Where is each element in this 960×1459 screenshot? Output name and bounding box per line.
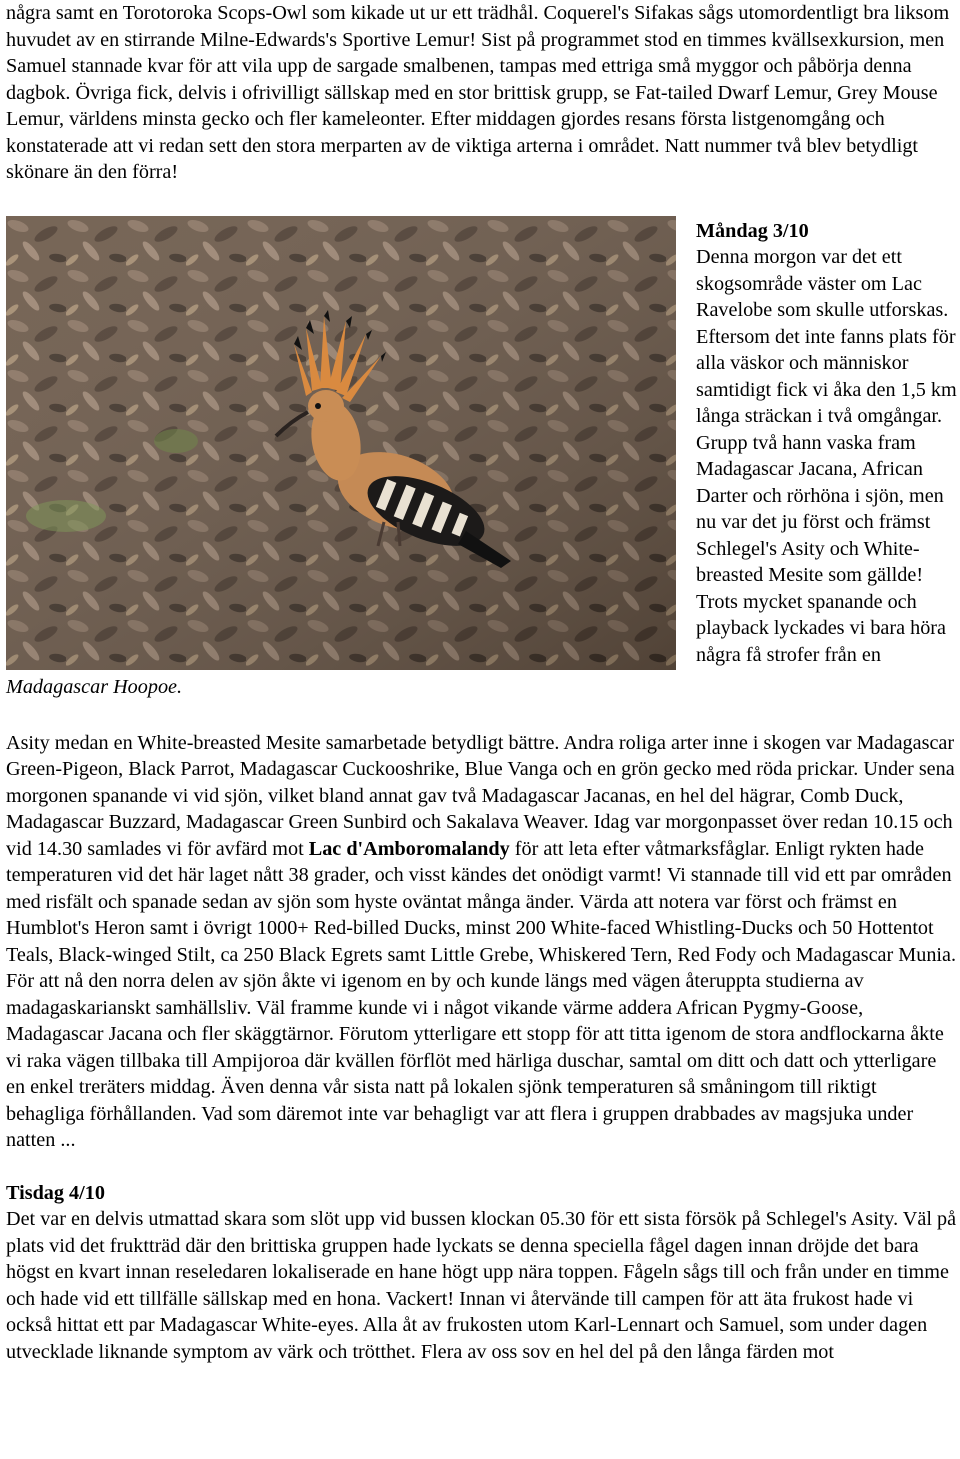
photo-caption: Madagascar Hoopoe. <box>6 675 183 698</box>
location-lac-amboromalandy: Lac d'Amboromalandy <box>308 837 510 860</box>
mandag-heading: Måndag 3/10 <box>696 219 809 242</box>
mandag-side-text: Denna morgon var det ett skogsområde väster om Lac Ravelobe som skulle utforskas. Eftersom det inte fanns plats för alla väskor och människor samtidigt fick vi åka den 1,5 km långa sträckan i två omgångar. Grupp två hann vaska fram Madagascar Jacana, African Darter och rörhöna i sjön, men nu var det ju först och främst Schlegel's Asity och White-breasted Mesite som gällde! Trots mycket spanande och playback lyckades vi bara höra några få strofer från en <box>696 246 957 666</box>
tisdag-text: Det var en delvis utmattad skara som slöt upp vid bussen klockan 05.30 för ett sista försök på Schlegel's Asity. Väl på plats vid det fruktträd där den brittiska gruppen hade lyckats se denna speciella fågel dagen innan dröjde det bara högst en kvart innan reseledaren lokaliserade en hane högt upp nära toppen. Fågeln sågs till och från under en timme och hade vid ett tillfälle sällskap med en hona. Vackert! Innan vi återvände till campen för att äta frukost hade vi också hittat ett par Madagascar White-eyes. Alla åt av frukosten utom Karl-Lennart och Samuel, som under dagen utvecklade liknande symptom av värk och trötthet. Flera av oss sov en hel del på den långa färden mot <box>6 1208 957 1363</box>
hoopoe-bird-photo <box>6 216 676 670</box>
mandag-continued-a: Asity medan en White-breasted Mesite samarbetade betydligt bättre. Andra roliga arter inne i skogen var Madagascar Green-Pigeon, Black Parrot, Madagascar Cuckooshrike, Blue Vanga och en grön gecko med röda prickar. Under sena morgonen spanande vi vid sjön, vilket bland annat gav två Madagascar Jacanas, en hel del hägrar, Comb Duck, Madagascar Buzzard, Madagascar Green Sunbird och Sakalava Weaver. Idag var morgonpasset över redan 10.15 och vid 14.30 samlades vi för avfärd mot <box>6 731 955 860</box>
tisdag-heading: Tisdag 4/10 <box>6 1181 105 1204</box>
document-page <box>6 0 958 1365</box>
intro-paragraph: några samt en Torotoroka Scops-Owl som kikade ut ur ett trädhål. Coquerel's Sifakas sågs utomordentligt bra liksom huvudet av en stirrande Milne-Edwards's Sportive Lemur! Sist på programmet stod en timmes kvällsexkursion, men Samuel stannade kvar för att vila upp de sargade smalbenen, tampas med ettriga små myggor och påbörja denna dagbok. Övriga fick, delvis i ofrivilligt sällskap med en stor brittisk grupp, se Fat-tailed Dwarf Lemur, Grey Mouse Lemur, världens minsta gecko och fler kameleonter. Efter middagen gjordes resans första listgenomgång och konstaterade att vi redan sett den stora merparten av de viktiga arterna i området. Natt nummer två blev betydligt skönare än den förra! <box>6 2 950 183</box>
mandag-side-column <box>696 218 960 669</box>
mandag-continued-b: för att leta efter våtmarksfåglar. Enligt rykten hade temperaturen vid det här laget nått 38 grader, och visst kändes det onödigt varmt! Vi stannade till vid ett par områden med risfält och spanade sedan av sjön som hyste oväntat många änder. Värda att notera var först och främst en Humblot's Heron samt i övrigt 1000+ Red-billed Ducks, minst 200 White-faced Whistling-Ducks och 50 Hottentot Teals, Black-winged Stilt, ca 250 Black Egrets samt Little Grebe, Whiskered Tern, Red Fody och Madagascar Munia. För att nå den norra delen av sjön åkte vi igenom en by och kunde längs med vägen återuppta studierna av madagaskarianskt samhällsliv. Väl framme kunde vi i något vikande värme addera African Pygmy-Goose, Madagascar Jacana och fler skäggtärnor. Förutom ytterligare ett stopp för att titta igenom de stora andflockarna åkte vi raka vägen tillbaka till Ampijoroa där kvällen förflöt med härliga duschar, samtal om ditt och datt och ytterligare en enkel treräters middag. Även denna vår sista natt på lokalen sjönk temperaturen så småningom till riktigt behagliga förhållanden. Vad som däremot inte var behagligt var att flera i gruppen drabbades av magsjuka under natten ... <box>6 837 957 1151</box>
mandag-continued-paragraph <box>6 730 958 1154</box>
photo-section <box>6 210 958 730</box>
